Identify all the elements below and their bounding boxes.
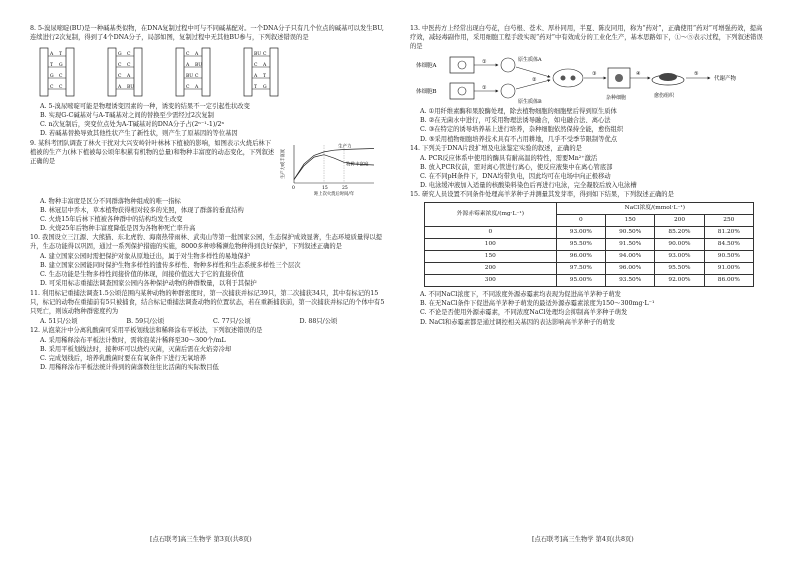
table-col-header: 0 bbox=[556, 215, 605, 227]
x-tick-label: 25 bbox=[342, 185, 348, 191]
dna-strand bbox=[66, 48, 74, 96]
table-col-header: 250 bbox=[704, 215, 753, 227]
left-column bbox=[30, 24, 386, 372]
q9-option-c: C. 火烧15年后林下植被各种群中的结构均发生改变 bbox=[40, 215, 183, 223]
q8-option-a: A. 5-溴尿嘧啶可能是物理诱变因素的一种，诱变的结果不一定引起性状改变 bbox=[40, 103, 250, 111]
q12-option-c: C. 完成划线后，培养乳酸菌时要在有氧条件下进行无氧培养 bbox=[40, 355, 207, 363]
q14-option-a: A. PCR反应体系中使用的酶具有耐高温的特性，需要Mn²⁺激活 bbox=[420, 154, 598, 162]
table-cell: 94.00% bbox=[605, 251, 654, 263]
q10-option-a: A. 建立国家公园时需把保护对象从原地迁出，属于对生物多样性的易地保护 bbox=[40, 253, 251, 261]
q14-option-d: D. 电泳缓冲液加入适量的核酸染料染色后再进行电泳，完全凝胶后放入电泳槽 bbox=[420, 182, 637, 190]
table-row bbox=[425, 263, 754, 275]
table-cell: 90.00% bbox=[655, 239, 704, 251]
dna-molecule bbox=[40, 48, 74, 96]
label-hybrid-cell: 杂种细胞 bbox=[606, 95, 627, 102]
dna-strand bbox=[134, 48, 142, 96]
protoplast-a bbox=[501, 58, 515, 72]
row-label: 0 bbox=[425, 227, 557, 239]
q9-option-b: B. 林冠层中乔木，草本植物获得相对较多的光照，体现了群落的垂直结构 bbox=[40, 206, 244, 214]
q14-option-b: B. 放入PCR仪前，需对离心管进行离心，使反应液集中在离心管底部 bbox=[420, 163, 613, 171]
base-label: C bbox=[127, 52, 131, 58]
q13-option-d: D. ⑤采用植物细胞培养技术具有不占用耕地，几乎不受季节限制等优点 bbox=[420, 135, 618, 143]
y-axis-label: 生产力或丰富度 bbox=[281, 148, 286, 179]
base-label: C bbox=[118, 74, 122, 80]
base-label: C bbox=[186, 85, 190, 91]
label-cell-b: 体细胞B bbox=[416, 89, 437, 96]
q12-option-b: B. 采用平板划线法时，接种环可以烧灼灭菌，灭菌后需在火焰旁冷却 bbox=[40, 346, 232, 354]
q13-stem: 13. 中医药方上经常出现白芍花，白芍根、苍术、厚朴同用，半夏、陈皮同用，称为“药对”，正确使用“药对”可增强药效，提高疗效，减轻毒副作用，采用细胞工程手段实现“药对”中有效成分的工业化生产，基本思路如下，①～⑤表示过程，下列叙述错误的是 bbox=[410, 25, 763, 51]
q15-data-table bbox=[424, 202, 754, 287]
q15-option-d: D. NaCl和赤霉素都是通过调控相关基因的表达影响高羊茅种子的萌发 bbox=[420, 318, 615, 326]
left-page-footer: [点石联考]高三生物学 第3页(共8页) bbox=[150, 536, 252, 543]
base-label: T bbox=[50, 63, 54, 69]
q11-options bbox=[40, 317, 386, 326]
step-1-label: ① bbox=[482, 59, 487, 66]
table-cell: 85.20% bbox=[655, 227, 704, 239]
base-label: G bbox=[118, 52, 122, 58]
table-cell: 91.00% bbox=[704, 263, 753, 275]
base-label: BU bbox=[186, 74, 194, 80]
table-cell: 95.50% bbox=[556, 239, 605, 251]
step-5-label: ⑤ bbox=[694, 71, 699, 78]
label-protoplast-b: 原生质体B bbox=[518, 99, 542, 106]
q8-option-b: B. 实现G-C碱基对与A-T碱基对之间的替换至少需经过2次复制 bbox=[40, 112, 214, 120]
table-cell: 95.00% bbox=[556, 275, 605, 287]
q13-option-c: C. ③在特定的诱导培养基上进行培养，杂种细胞依然保持全能，愈伤组织 bbox=[420, 126, 624, 134]
dna-strand bbox=[270, 48, 278, 96]
q13-option-a: A. ①用纤维素酶和果胶酶处理，除去植物细胞的细胞壁后得到原生质体 bbox=[420, 108, 617, 116]
base-label: G bbox=[59, 63, 63, 69]
base-label: C bbox=[195, 74, 199, 80]
dna-molecule bbox=[176, 48, 210, 96]
base-label: A bbox=[195, 85, 199, 91]
q15-option-a: A. 不同NaCl浓度下，不同浓度外源赤霉素均表现为促进高羊茅种子萌发 bbox=[420, 291, 621, 299]
cell-b-box bbox=[450, 83, 474, 99]
label-protoplast-a: 原生质体A bbox=[518, 57, 542, 64]
x-tick-label: 15 bbox=[322, 185, 328, 191]
table-cell: 90.50% bbox=[704, 251, 753, 263]
q14-stem: 14. 下列关于DNA片段扩增及电泳鉴定实验的叙述，正确的是 bbox=[410, 144, 582, 152]
q9-line-chart bbox=[280, 139, 386, 197]
base-label: A bbox=[50, 52, 54, 58]
table-col-header: 150 bbox=[605, 215, 654, 227]
base-label: BU bbox=[195, 63, 203, 69]
table-cell: 93.50% bbox=[605, 275, 654, 287]
dna-molecule bbox=[108, 48, 142, 96]
table-cell: 93.00% bbox=[556, 227, 605, 239]
q11-option-d: D. 88只/公顷 bbox=[299, 317, 338, 325]
table-cell: 90.50% bbox=[605, 227, 654, 239]
q11-option-a: A. 51只/公顷 bbox=[40, 317, 78, 325]
q10-stem: 10. 我国设立三江源、大熊猫、东北虎豹、海南热带雨林、武夷山等第一批国家公园，生态保护成效显著，生态环境质量得以提升，生态功能得以巩固，通过一系列保护措施的实施，8000多种珍稀濒危物种得到良好保护，下列叙述正确的是 bbox=[30, 233, 383, 251]
table-cell: 92.00% bbox=[655, 275, 704, 287]
step-3-label: ③ bbox=[592, 71, 597, 78]
dna-strand bbox=[40, 48, 48, 96]
cell-a-nucleus bbox=[458, 61, 466, 69]
label-cell-a: 体细胞A bbox=[416, 63, 437, 70]
q10-option-c: C. 生态功能是生物多样性间接价值的体现，间接价值远大于它的直接价值 bbox=[40, 271, 244, 279]
base-label: C bbox=[254, 63, 258, 69]
fused-cell bbox=[553, 69, 583, 87]
step-4-label: ④ bbox=[636, 71, 641, 78]
base-label: A bbox=[186, 63, 190, 69]
protoplast-b bbox=[501, 84, 515, 98]
q8-option-c: C. n次复制后，突变位点处为A-T碱基对的DNA分子占(2ⁿ⁻¹-1)/2ⁿ bbox=[40, 121, 225, 129]
row-label: 300 bbox=[425, 275, 557, 287]
q12-option-a: A. 采用稀释涂布平板法计数时，需将泡菜汁稀释至30～300个/mL bbox=[40, 336, 226, 344]
base-label: A bbox=[254, 74, 258, 80]
q10-option-b: B. 建立国家公园能同时保护生物多样性的遗传多样性、物种多样性和生态系统多样性三个层次 bbox=[40, 262, 301, 270]
dna-replication-diagram bbox=[30, 44, 370, 100]
base-label: G bbox=[50, 74, 54, 80]
base-label: A bbox=[118, 85, 122, 91]
q10-option-d: D. 可采用标志重捕法调查国家公园内各种保护动物的种群数量，以利于其保护 bbox=[40, 280, 257, 288]
row-label: 150 bbox=[425, 251, 557, 263]
row-label: 100 bbox=[425, 239, 557, 251]
callus-mass bbox=[659, 73, 677, 81]
row-label: 200 bbox=[425, 263, 557, 275]
base-label: C bbox=[118, 63, 122, 69]
base-label: BU bbox=[254, 52, 262, 58]
dna-strand bbox=[244, 48, 252, 96]
table-cell: 91.50% bbox=[605, 239, 654, 251]
q8-option-d: D. 若碱基替换导致其他性状产生了新性状，则产生了原基因的等位基因 bbox=[40, 130, 238, 138]
base-label: A bbox=[195, 52, 199, 58]
base-label: BU bbox=[127, 85, 135, 91]
table-cell: 86.00% bbox=[704, 275, 753, 287]
q15-option-c: C. 不论是否使用外源赤霉素，不同浓度NaCl处理均会抑制高羊茅种子萌发 bbox=[420, 309, 628, 317]
legend-productivity: 生产力 bbox=[338, 144, 352, 150]
q13-flow-figure bbox=[410, 53, 766, 105]
q9-option-d: D. 火烧25年后物种丰富度降低是因为各物种死亡率升高 bbox=[40, 224, 196, 232]
table-col-header: 200 bbox=[655, 215, 704, 227]
table-cell: 97.50% bbox=[556, 263, 605, 275]
base-label: C bbox=[263, 52, 267, 58]
step-1b-label: ① bbox=[482, 85, 487, 92]
x-axis-label: 距上次火烧后时间/年 bbox=[314, 191, 355, 197]
base-label: C bbox=[127, 63, 131, 69]
q11-option-b: B. 59只/公顷 bbox=[126, 317, 165, 325]
table-cell: 93.00% bbox=[655, 251, 704, 263]
table-cell: 84.50% bbox=[704, 239, 753, 251]
q15-stem: 15. 研究人员设置不同条件处理高羊茅种子并测量其发芽率，得到如下结果，下列叙述正确的是 bbox=[410, 191, 674, 199]
dna-strand bbox=[176, 48, 184, 96]
label-callus: 愈伤组织 bbox=[654, 93, 675, 100]
base-label: A bbox=[127, 74, 131, 80]
dna-strand bbox=[202, 48, 210, 96]
q9-option-a: A. 物种丰富度是区分不同群落物种组成的唯一指标 bbox=[40, 197, 181, 205]
q11-option-c: C. 77只/公顷 bbox=[213, 317, 251, 325]
table-cell: 96.00% bbox=[556, 251, 605, 263]
q12-option-d: D. 用稀释涂布平板法统计得到的菌落数往往比活菌的实际数目低 bbox=[40, 364, 219, 372]
table-cell: 81.20% bbox=[704, 227, 753, 239]
table-cell: 96.00% bbox=[605, 263, 654, 275]
label-metabolite: 代谢产物 bbox=[714, 76, 737, 83]
q8-stem: 8. 5-溴尿嘧啶(BU)是一种碱基类似物，在DNA复制过程中可与不同碱基配对。一个DNA分子只有几个位点的碱基可以发生BU,连续进行2次复制，得到了4个DNA分子，局部如图，复制过程中无其他BU参与，下列叙述错误的是 bbox=[30, 25, 384, 42]
q13-option-b: B. ②在无菌水中进行，可采用物理法诱导融合，如电融合法、离心法 bbox=[420, 117, 611, 125]
cell-a-box bbox=[450, 57, 474, 73]
base-label: C bbox=[59, 85, 63, 91]
step-2-label: ② bbox=[532, 77, 537, 84]
cell-b-nucleus bbox=[458, 87, 466, 95]
q14-option-c: C. 在不同pH条件下，DNA均带负电，因此均可在电场中向正极移动 bbox=[420, 172, 611, 180]
dna-molecule bbox=[244, 48, 278, 96]
q9-block bbox=[30, 139, 386, 197]
base-label: G bbox=[263, 85, 267, 91]
base-label: T bbox=[254, 85, 258, 91]
table-cell: 95.50% bbox=[655, 263, 704, 275]
right-column bbox=[410, 24, 766, 327]
base-label: T bbox=[59, 52, 63, 58]
q9-stem: 9. 某科考团队调查了林火干扰对大兴安岭针叶林林下植被的影响，如图表示火烧后林下植被的生产力(林下植被每公顷年积累有机物的总量)和物种丰富度的动态变化，下列叙述正确的是 bbox=[30, 139, 275, 165]
base-label: A bbox=[263, 63, 267, 69]
x-tick-label: 0 bbox=[292, 185, 295, 191]
table-row bbox=[425, 275, 754, 287]
table-row bbox=[425, 251, 754, 263]
dna-strand bbox=[108, 48, 116, 96]
base-label: C bbox=[59, 74, 63, 80]
legend-richness: 物种丰富度 bbox=[346, 162, 369, 168]
table-corner-header: 外源赤霉素浓度/(mg·L⁻¹) bbox=[425, 203, 557, 227]
base-label: T bbox=[263, 74, 267, 80]
q11-stem: 11. 利用标记重捕法调查1.5公顷范围内某种动物的种群密度时，第一次捕获并标记39只，第二次捕获34只，其中有标记的15只，标记的动物在重捕前有5只被捕食，结合标记重捕法调查动物的位置状态，若在重新捕获前，第一次捕获并标记的个体中有5只死亡，则该动物种群密度约为 bbox=[30, 289, 385, 315]
base-label: C bbox=[186, 52, 190, 58]
base-label: C bbox=[50, 85, 54, 91]
cell-engineering-flow-diagram bbox=[410, 53, 766, 105]
table-row bbox=[425, 227, 754, 239]
q12-stem: 12. 从泡菜汁中分离乳酸菌可采用平板划线法和稀释涂布平板法，下列叙述错误的是 bbox=[30, 326, 263, 334]
table-top-header: NaCl浓度/(mmol·L⁻¹) bbox=[556, 203, 753, 215]
table-row bbox=[425, 239, 754, 251]
right-page-footer: [点石联考]高三生物学 第4页(共8页) bbox=[532, 536, 634, 543]
q8-dna-figure bbox=[30, 44, 386, 100]
q15-option-b: B. 在无NaCl条件下促进高羊茅种子萌发的最适外源赤霉素浓度为150～300mg·L⁻¹ bbox=[420, 300, 655, 308]
